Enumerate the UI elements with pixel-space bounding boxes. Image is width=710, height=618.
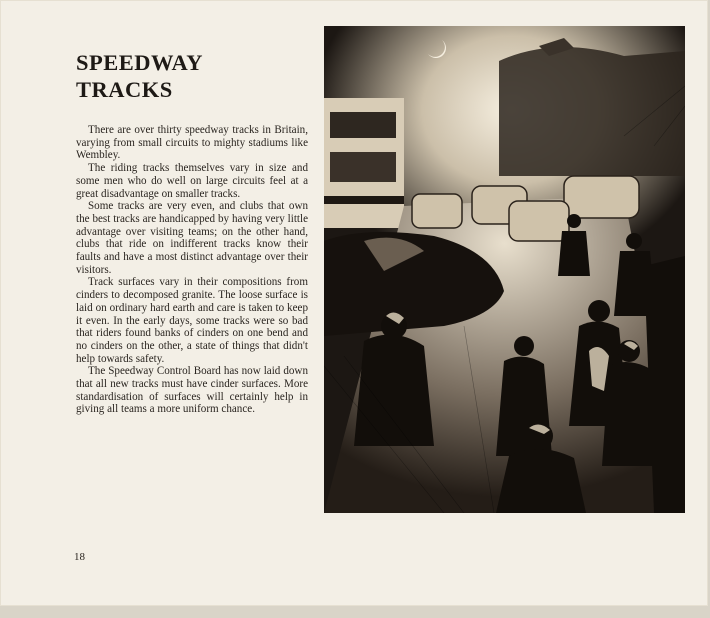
page-number: 18 [74, 551, 85, 563]
paragraph: There are over thirty speedway tracks in Britain, varying from small circuits to mighty stadiums like Wembley. [76, 124, 308, 162]
title-line-2: TRACKS [76, 77, 173, 102]
page-title [76, 49, 296, 103]
stadium-crowd-illustration [324, 26, 685, 513]
paragraph: The riding tracks themselves vary in size and some men who do well on large circuits feel at a great disadvantage on smaller tracks. [76, 162, 308, 200]
title-line-1: SPEEDWAY [76, 50, 203, 75]
paragraph: The Speedway Control Board has now laid down that all new tracks must have cinder surfaces. More standardisation of surfaces will certainly help in giving all teams a more uniform chance. [76, 365, 308, 416]
paragraph: Track surfaces vary in their compositions from cinders to decomposed granite. The loose surface is laid on ordinary hard earth and care is taken to keep it even. In the early days, some tracks were so bad that riders found banks of cinders on one bend and no cinders on the other, a state of things that didn't help towards safety. [76, 276, 308, 365]
paragraph: Some tracks are very even, and clubs that own the best tracks are handicapped by having very little advantage over visiting teams; on the other hand, clubs that ride on indifferent tracks know their faults and have a most distinct advantage over their visitors. [76, 200, 308, 276]
article-body [76, 124, 308, 416]
